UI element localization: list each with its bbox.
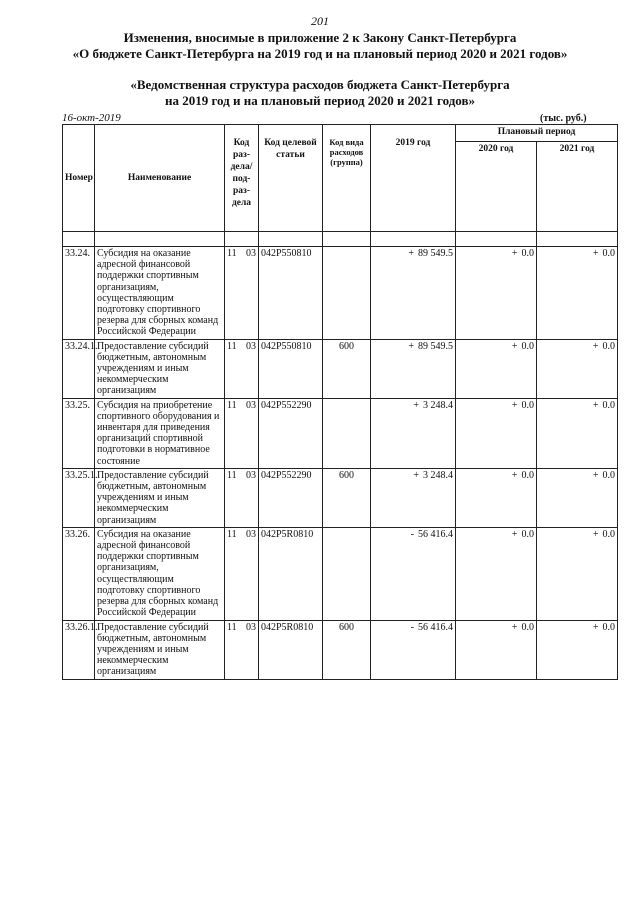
row-value-2020 xyxy=(456,398,537,468)
row-sign-2019: + xyxy=(413,469,419,481)
row-value-2019 xyxy=(371,468,456,527)
page-number: 201 xyxy=(311,14,329,28)
row-amount-2019: 56 416.4 xyxy=(418,621,453,633)
row-sign-2020: + xyxy=(511,469,518,481)
row-amount-2021: 0.0 xyxy=(602,399,615,411)
row-sign-2021: + xyxy=(592,469,599,481)
row-section: 11 xyxy=(227,621,237,633)
row-amount-2021: 0.0 xyxy=(602,248,615,259)
row-sign-2021: + xyxy=(592,621,599,633)
row-value-2019 xyxy=(371,339,456,398)
row-section-code xyxy=(225,620,259,679)
table-row xyxy=(63,620,618,679)
row-amount-2020: 0.0 xyxy=(521,399,534,411)
row-value-2021 xyxy=(537,247,618,340)
row-target-code: 042P550810 xyxy=(259,247,323,340)
row-expense-type xyxy=(323,527,371,620)
header-section: Код раз-дела/ под-раз-дела xyxy=(225,125,259,232)
row-sign-2020: + xyxy=(511,248,518,259)
row-subsection: 03 xyxy=(246,621,256,633)
document-date: 16-окт-2019 xyxy=(62,112,121,124)
subtitle-line-2: на 2019 год и на плановый период 2020 и 2021 годов» xyxy=(164,93,475,108)
row-section: 11 xyxy=(227,399,237,411)
row-subsection: 03 xyxy=(246,340,256,352)
row-value-2019 xyxy=(371,247,456,340)
row-amount-2021: 0.0 xyxy=(602,469,615,481)
row-subsection: 03 xyxy=(246,248,256,259)
row-value-2021 xyxy=(537,339,618,398)
row-value-2020 xyxy=(456,527,537,620)
row-target-code: 042P552290 xyxy=(259,468,323,527)
row-amount-2019: 3 248.4 xyxy=(423,469,453,481)
units-label: (тыс. руб.) xyxy=(540,113,587,124)
row-number: 33.25.1. xyxy=(63,468,95,527)
row-amount-2019: 3 248.4 xyxy=(423,399,453,411)
row-target-code: 042P552290 xyxy=(259,398,323,468)
row-expense-type xyxy=(323,247,371,340)
row-number: 33.26.1. xyxy=(63,620,95,679)
table-row xyxy=(63,339,618,398)
row-section-code xyxy=(225,339,259,398)
row-value-2020 xyxy=(456,247,537,340)
row-sign-2020: + xyxy=(511,340,518,352)
row-value-2021 xyxy=(537,398,618,468)
row-expense-type: 600 xyxy=(323,620,371,679)
row-number: 33.24. xyxy=(63,247,95,340)
row-value-2019 xyxy=(371,398,456,468)
row-amount-2020: 0.0 xyxy=(521,248,534,259)
row-subsection: 03 xyxy=(246,528,256,540)
row-value-2020 xyxy=(456,339,537,398)
expense-table xyxy=(62,124,618,680)
row-sign-2019: + xyxy=(408,340,414,352)
row-name: Субсидия на приобретение спортивного оборудования и инвентаря для приведения организаций спортивной подготовки в нормативное состояние xyxy=(95,398,225,468)
row-subsection: 03 xyxy=(246,469,256,481)
document-title xyxy=(40,30,600,62)
row-value-2021 xyxy=(537,620,618,679)
table-row xyxy=(63,247,618,340)
row-value-2021 xyxy=(537,468,618,527)
row-sign-2020: + xyxy=(511,399,518,411)
row-section: 11 xyxy=(227,248,237,259)
row-subsection: 03 xyxy=(246,399,256,411)
row-number: 33.26. xyxy=(63,527,95,620)
header-row-1 xyxy=(63,125,618,142)
row-section-code xyxy=(225,527,259,620)
header-2021: 2021 год xyxy=(537,142,618,232)
document-subtitle xyxy=(40,77,600,109)
row-number: 33.25. xyxy=(63,398,95,468)
header-number: Номер xyxy=(63,125,95,232)
header-expense-type: Код вида расходов (группа) xyxy=(323,125,371,232)
row-sign-2019: + xyxy=(408,248,414,259)
title-line-2: «О бюджете Санкт-Петербурга на 2019 год и на плановый период 2020 и 2021 годов» xyxy=(72,46,568,61)
row-value-2020 xyxy=(456,620,537,679)
table-row xyxy=(63,468,618,527)
row-amount-2020: 0.0 xyxy=(521,621,534,633)
row-section-code xyxy=(225,247,259,340)
row-section-code xyxy=(225,398,259,468)
row-name: Предоставление субсидий бюджетным, автономным учреждениям и иным некоммерческим организациям xyxy=(95,468,225,527)
row-expense-type: 600 xyxy=(323,339,371,398)
row-sign-2021: + xyxy=(592,399,599,411)
header-name: Наименование xyxy=(95,125,225,232)
row-sign-2021: + xyxy=(592,248,599,259)
title-line-1: Изменения, вносимые в приложение 2 к Закону Санкт-Петербурга xyxy=(123,30,517,45)
subtitle-line-1: «Ведомственная структура расходов бюджета Санкт-Петербурга xyxy=(130,77,510,92)
row-amount-2019: 89 549.5 xyxy=(418,340,453,352)
row-name: Субсидия на оказание адресной финансовой поддержки спортивным организациям, осуществляющим подготовку спортивного резерва для сборных команд Российской Федерации xyxy=(95,247,225,340)
row-sign-2020: + xyxy=(511,528,518,540)
row-sign-2021: + xyxy=(592,340,599,352)
row-expense-type xyxy=(323,398,371,468)
row-amount-2020: 0.0 xyxy=(521,340,534,352)
row-sign-2020: + xyxy=(511,621,518,633)
header-2019: 2019 год xyxy=(371,125,456,232)
row-name: Субсидия на оказание адресной финансовой поддержки спортивным организациям, осуществляющим подготовку спортивного резерва для сборных команд Российской Федерации xyxy=(95,527,225,620)
row-value-2020 xyxy=(456,468,537,527)
row-section: 11 xyxy=(227,469,237,481)
row-sign-2019: - xyxy=(410,528,414,540)
row-amount-2020: 0.0 xyxy=(521,469,534,481)
row-expense-type: 600 xyxy=(323,468,371,527)
row-sign-2019: + xyxy=(413,399,419,411)
row-value-2019 xyxy=(371,527,456,620)
row-amount-2021: 0.0 xyxy=(602,528,615,540)
table-row xyxy=(63,398,618,468)
row-amount-2021: 0.0 xyxy=(602,340,615,352)
row-sign-2019: - xyxy=(410,621,414,633)
row-section: 11 xyxy=(227,528,237,540)
row-amount-2019: 89 549.5 xyxy=(418,248,453,259)
row-section-code xyxy=(225,468,259,527)
row-value-2021 xyxy=(537,527,618,620)
row-amount-2021: 0.0 xyxy=(602,621,615,633)
table-row xyxy=(63,527,618,620)
row-target-code: 042P5R0810 xyxy=(259,620,323,679)
row-value-2019 xyxy=(371,620,456,679)
row-name: Предоставление субсидий бюджетным, автономным учреждениям и иным некоммерческим организациям xyxy=(95,620,225,679)
row-target-code: 042P5R0810 xyxy=(259,527,323,620)
row-target-code: 042P550810 xyxy=(259,339,323,398)
row-amount-2020: 0.0 xyxy=(521,528,534,540)
header-2020: 2020 год xyxy=(456,142,537,232)
spacer-row xyxy=(63,232,618,247)
row-sign-2021: + xyxy=(592,528,599,540)
row-number: 33.24.1. xyxy=(63,339,95,398)
header-target: Код целевой статьи xyxy=(259,125,323,232)
row-section: 11 xyxy=(227,340,237,352)
row-amount-2019: 56 416.4 xyxy=(418,528,453,540)
row-name: Предоставление субсидий бюджетным, автономным учреждениям и иным некоммерческим организациям xyxy=(95,339,225,398)
header-planned-period: Плановый период xyxy=(456,125,618,142)
